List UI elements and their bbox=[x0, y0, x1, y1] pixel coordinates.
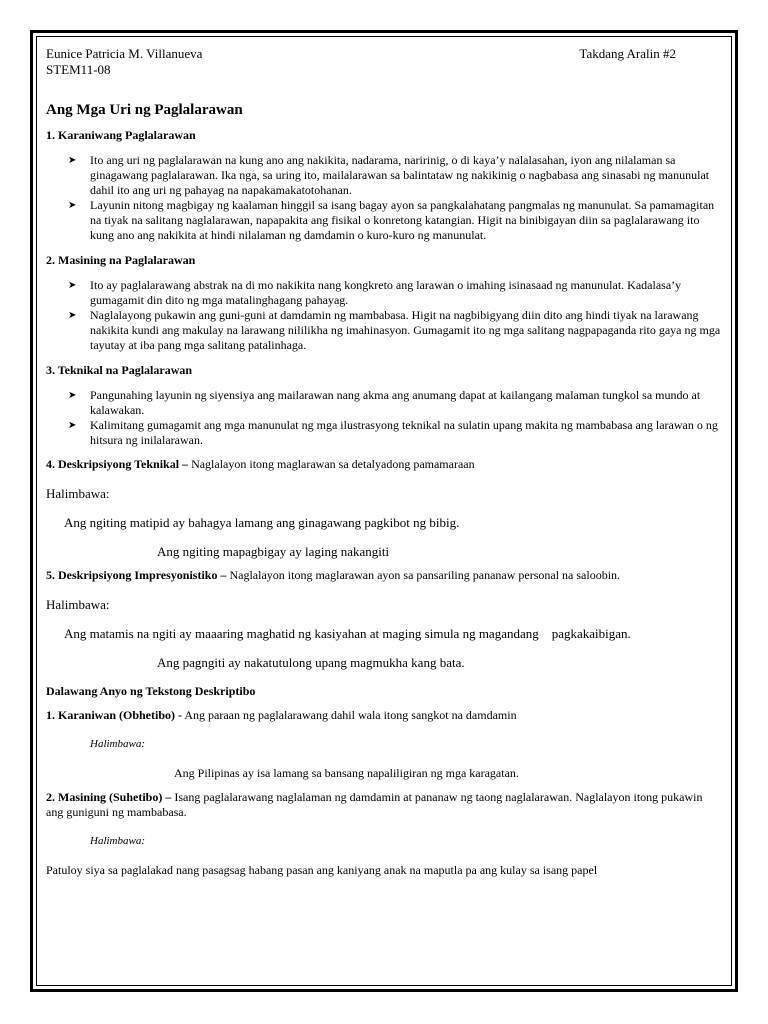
list-item: ➤ Layunin nitong magbigay ng kaalaman hinggil sa isang bagay ayon sa pangkalahatang pangmalas ng manunulat. Sa pamamagitan na tiyak na salitang naglalarawan, napapakita ang fisikal o konretong katangian. Higit na binibigayan diin sa paglalarawang ito kung ano ang nakikita at hindi nilalaman ng damdamin o kuro-kuro ng manunulat. bbox=[68, 198, 715, 242]
list-item: ➤ Ito ang uri ng paglalarawan na kung ano ang nakikita, nadarama, naririnig, o di kaya’y nalalasahan, iyon ang nilalaman sa ginagawang paglalarawan. Ika nga, sa uring ito, mailalarawan sa balintataw ng nakikinig o nagbabasa ang sinasabi ng manunulat dahil ito ang uri ng pahayag na napakamakatotohanan. bbox=[68, 153, 710, 197]
section-teknikal bbox=[46, 363, 722, 448]
section-masining bbox=[46, 253, 722, 353]
list-item: ➤ Ito ay paglalarawang abstrak na di mo nakikita nang kongkreto ang larawan o imahing isinasaad ng manunulat. Kadalasa’y gumagamit din dito ng mga matalinghagang pahayag. bbox=[68, 278, 682, 307]
arrow-bullet-icon: ➤ bbox=[68, 310, 77, 321]
list-item: ➤ Pangunahing layunin ng siyensiya ang mailarawan nang akma ang anumang dapat at kailangang malaman tungkol sa mundo at kalawakan. bbox=[68, 388, 701, 417]
bullet-list bbox=[46, 153, 722, 243]
arrow-bullet-icon: ➤ bbox=[68, 420, 77, 431]
list-item: ➤ Naglalayong pukawin ang guni-guni at damdamin ng mambabasa. Higit na nagbibigyang diin dito ang hindi tiyak na larawang nakikita kundi ang makulay na larawang nililikha ng imahinasyon. Gumagamit ito ng mga salitang nagpapaganda rito gaya ng mga tayutay at iba pang mga salitang patalinhaga. bbox=[68, 308, 721, 352]
bullet-list bbox=[46, 388, 722, 448]
anyo-heading: Dalawang Anyo ng Tekstong Deskriptibo bbox=[46, 684, 256, 698]
desc-impresyon-paragraph: 5. Deskripsiyong Impresyonistiko – Naglalayon itong maglarawan ayon sa pansariling pananaw personal na saloobin. bbox=[46, 568, 621, 582]
example-text: Patuloy siya sa paglalakad nang pasagsag habang pasan ang kaniyang anak na maputla pa ang kulay sa isang papel bbox=[46, 863, 598, 877]
example-label: Halimbawa: bbox=[46, 486, 110, 501]
document-header bbox=[46, 46, 722, 78]
document-body bbox=[46, 46, 722, 878]
arrow-bullet-icon: ➤ bbox=[68, 280, 77, 291]
term-label: 5. Deskripsiyong Impresyonistiko – bbox=[46, 568, 227, 582]
example-text: Ang ngiting matipid ay bahagya lamang ang ginagawang pagkibot ng bibig. bbox=[64, 515, 460, 530]
student-section: STEM11-08 bbox=[46, 62, 111, 77]
example-text: Ang pagngiti ay nakatutulong upang magmukha kang bata. bbox=[157, 655, 465, 670]
section-heading: 2. Masining na Paglalarawan bbox=[46, 253, 196, 267]
student-name: Eunice Patricia M. Villanueva bbox=[46, 46, 203, 61]
karaniwan-paragraph: 1. Karaniwan (Obhetibo) - Ang paraan ng paglalarawang dahil wala itong sangkot na damdamin bbox=[46, 708, 517, 722]
term-label: 1. Karaniwan (Obhetibo) - bbox=[46, 708, 183, 722]
bullet-list bbox=[46, 278, 722, 353]
assignment-label: Takdang Aralin #2 bbox=[579, 46, 676, 61]
section-heading: 1. Karaniwang Paglalarawan bbox=[46, 128, 196, 142]
arrow-bullet-icon: ➤ bbox=[68, 390, 77, 401]
example-text: Ang Pilipinas ay isa lamang sa bansang napaliligiran ng mga karagatan. bbox=[174, 766, 519, 780]
term-label: 2. Masining (Suhetibo) – bbox=[46, 790, 172, 804]
list-item: ➤ Kalimitang gumagamit ang mga manunulat ng mga ilustrasyong teknikal na sulatin upang makita ng mambabasa ang larawan o ng hitsura ng inilalarawan. bbox=[68, 418, 718, 447]
page-title: Ang Mga Uri ng Paglalarawan bbox=[46, 102, 243, 118]
example-label: Halimbawa: bbox=[90, 835, 145, 847]
example-label: Halimbawa: bbox=[46, 597, 110, 612]
example-label: Halimbawa: bbox=[90, 738, 145, 750]
arrow-bullet-icon: ➤ bbox=[68, 200, 77, 211]
desc-teknikal-paragraph: 4. Deskripsiyong Teknikal – Naglalayon itong maglarawan sa detalyadong pamamaraan bbox=[46, 457, 475, 471]
example-text: Ang matamis na ngiti ay maaaring maghatid ng kasiyahan at maging simula ng magandang pagkakaibigan. bbox=[64, 626, 631, 641]
term-label: 4. Deskripsiyong Teknikal – bbox=[46, 457, 189, 471]
arrow-bullet-icon: ➤ bbox=[68, 155, 77, 166]
example-text: Ang ngiting mapagbigay ay laging nakangiti bbox=[157, 544, 390, 559]
student-info bbox=[46, 46, 202, 78]
masining-paragraph: 2. Masining (Suhetibo) – Isang paglalarawang naglalaman ng damdamin at pananaw ng taong naglalarawan. Naglalayon itong pukawin ang guniguni ng mambabasa. bbox=[46, 790, 703, 819]
section-karaniwang bbox=[46, 128, 722, 243]
section-heading: 3. Teknikal na Paglalarawan bbox=[46, 363, 193, 377]
